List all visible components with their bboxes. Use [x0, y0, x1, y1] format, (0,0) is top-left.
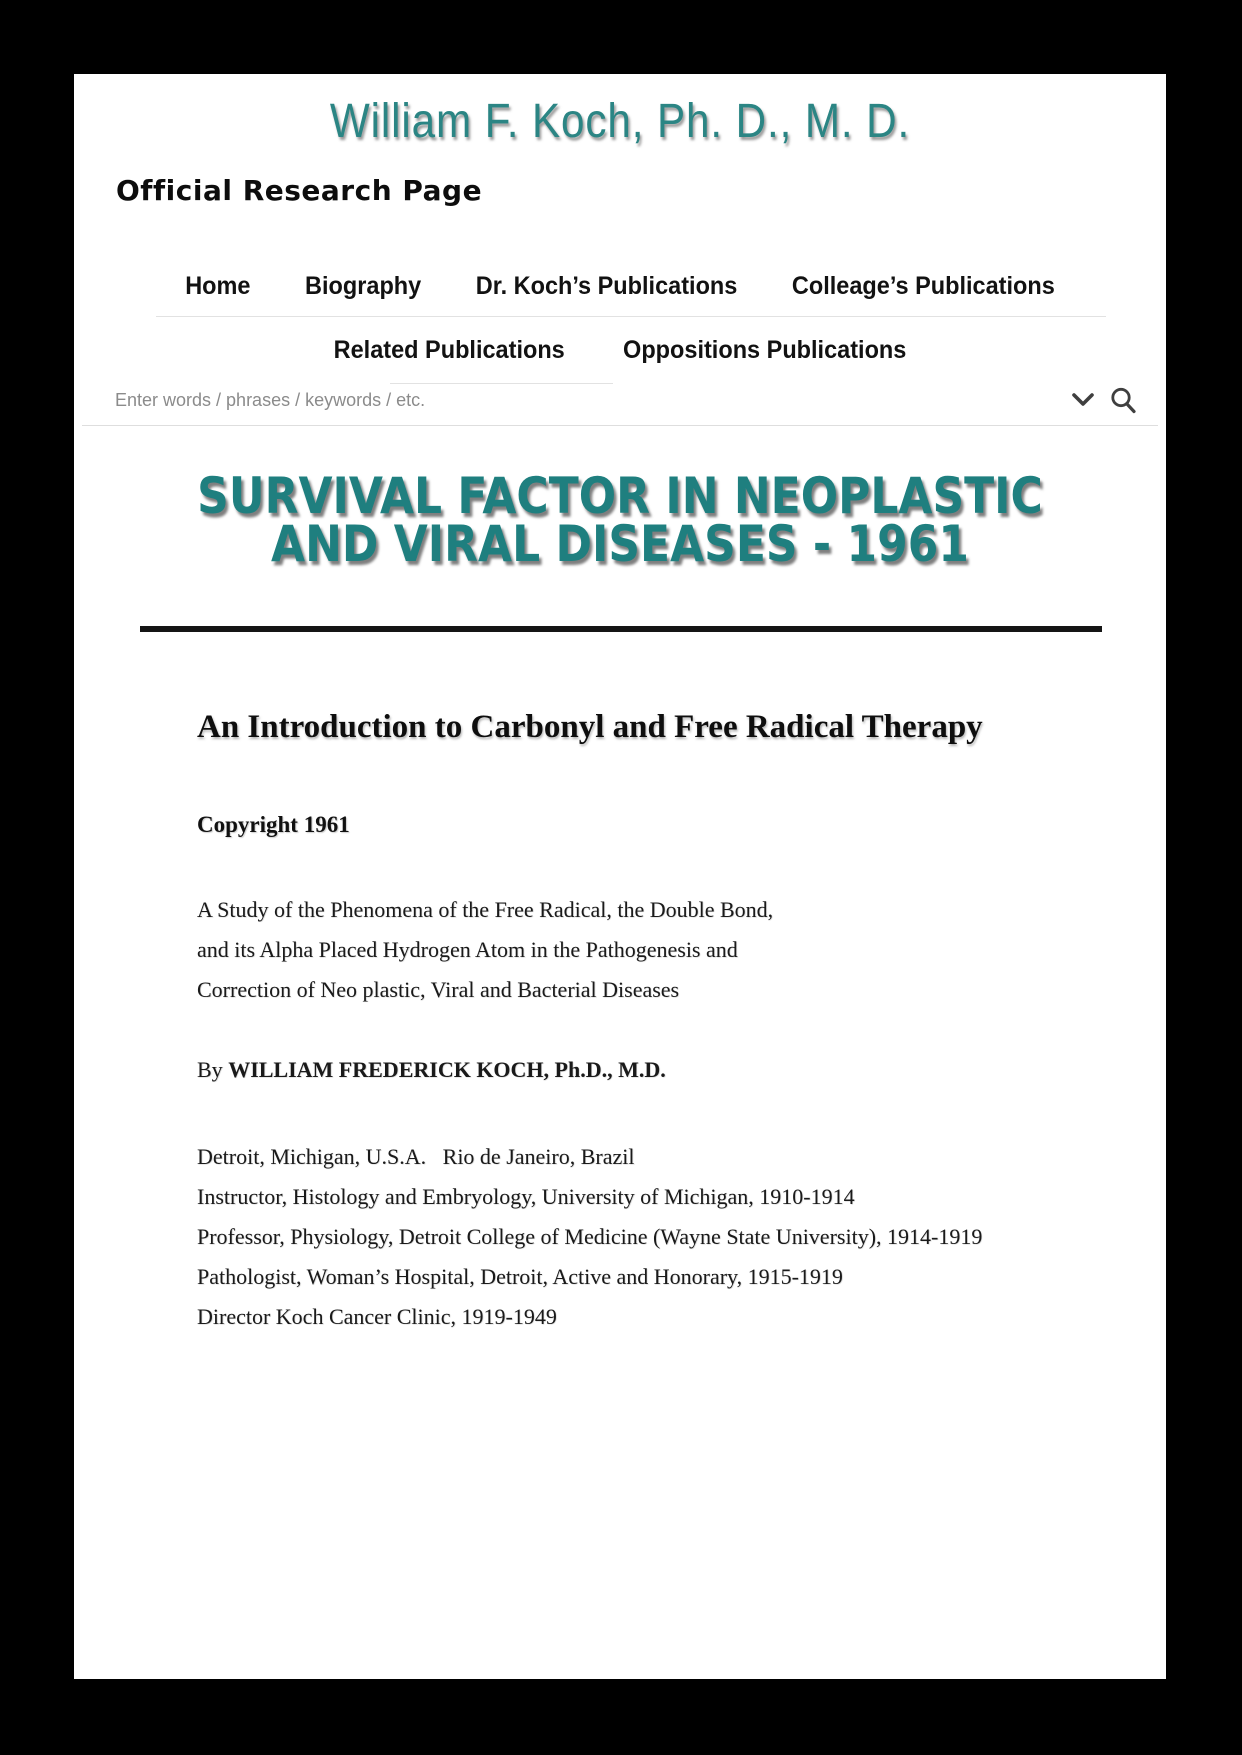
search-bar	[115, 382, 1137, 418]
byline-prefix: By	[197, 1057, 229, 1082]
nav-item-dr-kochs-publications[interactable]: Dr. Koch’s Publications	[475, 272, 738, 300]
study-description	[197, 890, 773, 1010]
page-paper	[74, 74, 1166, 1679]
nav-item-colleages-publications[interactable]: Colleage’s Publications	[791, 272, 1055, 300]
nav-item-oppositions-publications[interactable]: Oppositions Publications	[623, 336, 907, 364]
byline	[197, 1050, 666, 1090]
banner-line-1: SURVIVAL FACTOR IN NEOPLASTIC	[197, 467, 1043, 525]
copyright-line: Copyright 1961	[197, 812, 350, 837]
nav-item-home[interactable]: Home	[185, 272, 251, 300]
nav-row1-divider	[156, 316, 1106, 317]
banner-line-2: AND VIRAL DISEASES - 1961	[271, 515, 969, 573]
search-icon[interactable]	[1109, 386, 1137, 414]
credential-line: Pathologist, Woman’s Hospital, Detroit, Active and Honorary, 1915-1919	[197, 1264, 843, 1289]
chevron-down-icon[interactable]	[1071, 392, 1095, 408]
main-nav-row-2	[107, 336, 1133, 364]
credential-line: Director Koch Cancer Clinic, 1919-1949	[197, 1304, 557, 1329]
site-title: William F. Koch, Ph. D., M. D.	[329, 95, 911, 148]
main-nav-row-1	[107, 272, 1133, 300]
nav-item-related-publications[interactable]: Related Publications	[333, 336, 565, 364]
section-divider	[140, 626, 1102, 632]
study-line: and its Alpha Placed Hydrogen Atom in the Pathogenesis and	[197, 937, 738, 962]
byline-author-name: WILLIAM FREDERICK KOCH, Ph.D., M.D.	[228, 1057, 666, 1082]
author-credentials	[197, 1137, 982, 1337]
credential-line: Detroit, Michigan, U.S.A. Rio de Janeiro, Brazil	[197, 1144, 635, 1169]
study-line: Correction of Neo plastic, Viral and Bacterial Diseases	[197, 977, 680, 1002]
site-subtitle: Official Research Page	[116, 174, 483, 207]
nav-item-biography[interactable]: Biography	[305, 272, 422, 300]
credential-line: Professor, Physiology, Detroit College of Medicine (Wayne State University), 1914-1919	[197, 1224, 983, 1249]
search-icon-group	[1071, 386, 1137, 414]
article-banner-heading	[140, 467, 1101, 573]
search-bar-divider	[82, 425, 1158, 426]
search-input[interactable]	[115, 384, 975, 416]
article-title: An Introduction to Carbonyl and Free Radical Therapy	[197, 709, 983, 745]
credential-line: Instructor, Histology and Embryology, University of Michigan, 1910-1914	[197, 1184, 855, 1209]
study-line: A Study of the Phenomena of the Free Radical, the Double Bond,	[197, 897, 774, 922]
